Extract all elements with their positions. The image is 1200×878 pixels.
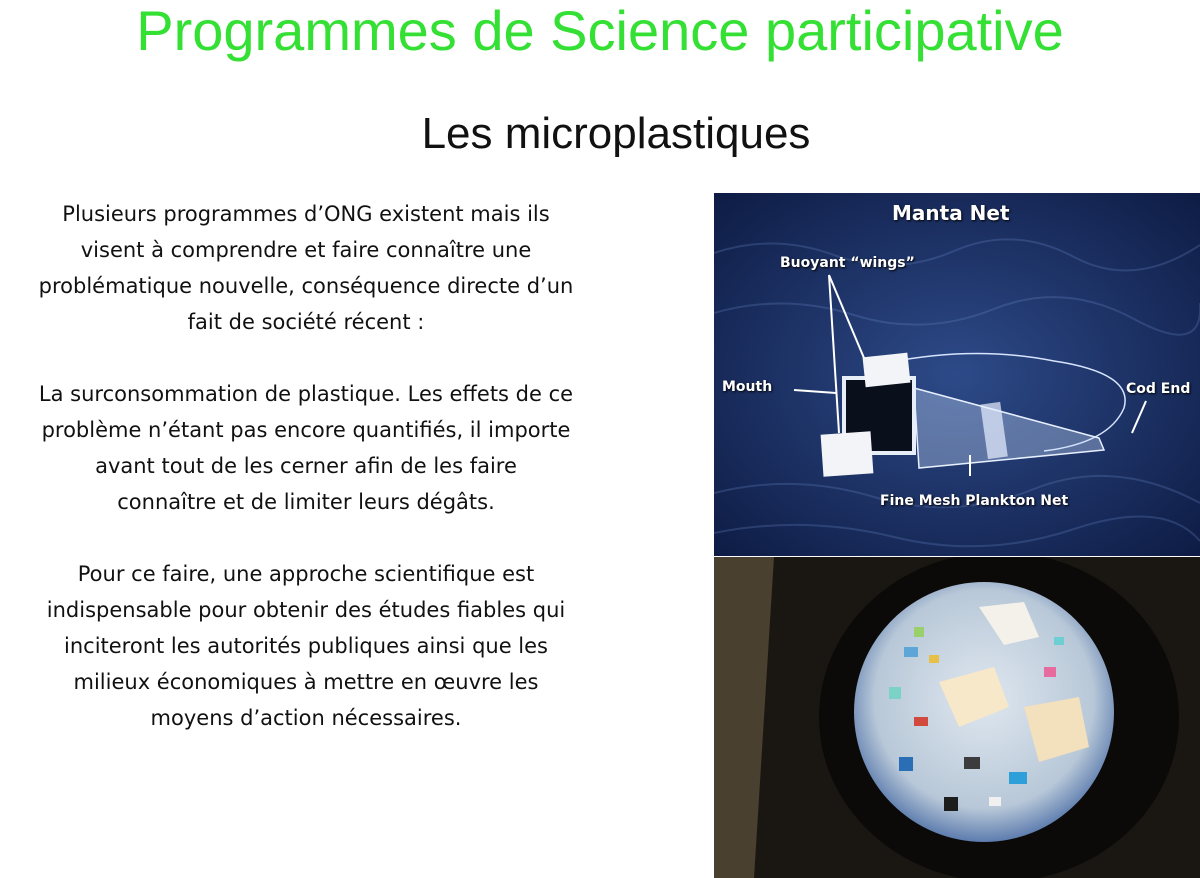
paragraph-overconsumption: La surconsommation de plastique. Les effets de ce problème n’étant pas encore quantifiés, il importe avant tout de les cerner afin de les faire connaître et de limiter leurs dégâts. [38,382,574,514]
body-text [0,196,612,772]
page-title: Programmes de Science participative [136,0,1064,62]
manta-net-photo [714,193,1200,556]
microplastics-photo [714,557,1200,878]
label-fine-mesh: Fine Mesh Plankton Net [880,493,1069,509]
label-mouth: Mouth [722,379,773,395]
paragraph-approach: Pour ce faire, une approche scientifique est indispensable pour obtenir des études fiables qui inciteront les autorités publiques ainsi que les milieux économiques à mettre en œuvre les moyens d’action nécessaires. [46,562,566,730]
label-cod-end: Cod End [1126,381,1191,397]
page-subtitle: Les microplastiques [421,109,811,158]
manta-net-title: Manta Net [892,201,1010,225]
paragraph-intro: Plusieurs programmes d’ONG existent mais ils visent à comprendre et faire connaître une problématique nouvelle, conséquence directe d’un fait de société récent : [38,202,574,334]
label-buoyant-wings: Buoyant “wings” [780,255,915,271]
microplastics-illustration [714,557,1200,878]
